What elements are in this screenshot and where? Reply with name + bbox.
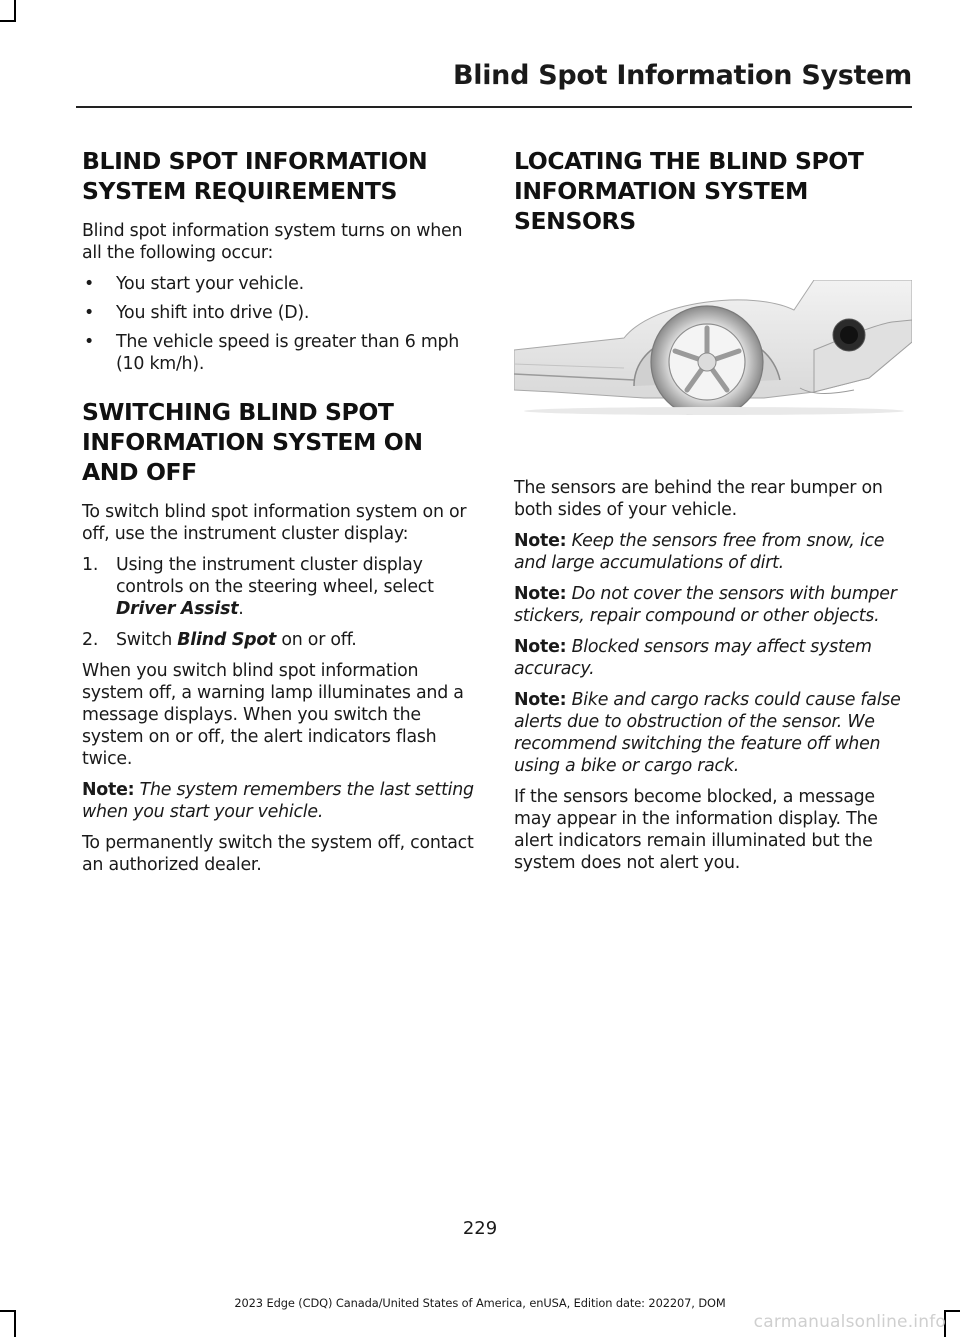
bullet-icon: •	[84, 274, 95, 294]
heading-line: INFORMATION SYSTEM ON	[82, 428, 423, 456]
note-label: Note:	[514, 690, 567, 710]
note-label: Note:	[514, 584, 567, 604]
menu-item-blind-spot: Blind Spot	[177, 630, 277, 650]
note-text: Keep the sensors free from snow, ice and large accumulations of dirt.	[514, 531, 885, 573]
list-item-text: You shift into drive (D).	[116, 303, 310, 323]
step-text: .	[238, 599, 244, 619]
step-text: Switch	[116, 630, 172, 650]
crop-mark	[14, 1310, 16, 1337]
note-paragraph	[514, 583, 912, 627]
switching-steps	[82, 554, 478, 651]
note-paragraph	[514, 530, 912, 574]
note-paragraph	[514, 689, 912, 777]
heading-line: SYSTEM REQUIREMENTS	[82, 177, 398, 205]
note-label: Note:	[514, 531, 567, 551]
heading-line: AND OFF	[82, 458, 197, 486]
list-item	[82, 629, 478, 651]
page-footer: 2023 Edge (CDQ) Canada/United States of America, enUSA, Edition date: 202207, DOM	[234, 1296, 726, 1310]
note-label: Note:	[82, 780, 135, 800]
blocked-sensors-paragraph: If the sensors become blocked, a message may appear in the information display. The alert indicators remain illuminated but the system does not alert you.	[514, 787, 878, 873]
step-text: Using the instrument cluster display controls on the steering wheel, select	[116, 555, 434, 597]
switching-intro: To switch blind spot information system on or off, use the instrument cluster display:	[82, 502, 467, 544]
requirements-intro: Blind spot information system turns on when all the following occur:	[82, 221, 463, 263]
dealer-paragraph: To permanently switch the system off, contact an authorized dealer.	[82, 833, 474, 875]
requirements-list	[82, 273, 478, 375]
rear-wheel-sensor-illustration	[514, 280, 912, 415]
header-divider	[76, 106, 912, 108]
bullet-icon: •	[84, 332, 95, 352]
list-item-text: You start your vehicle.	[116, 274, 304, 294]
section-heading-requirements	[82, 146, 478, 206]
crop-mark	[944, 1310, 960, 1312]
list-item	[82, 554, 478, 620]
bullet-icon: •	[84, 303, 95, 323]
list-item	[82, 273, 478, 295]
sensors-location-paragraph: The sensors are behind the rear bumper on both sides of your vehicle.	[514, 478, 883, 520]
watermark: carmanualsonline.info	[753, 1312, 946, 1332]
heading-line: LOCATING THE BLIND SPOT	[514, 147, 864, 175]
menu-item-driver-assist: Driver Assist	[116, 599, 239, 619]
right-column	[514, 146, 912, 883]
crop-mark	[14, 0, 16, 22]
heading-line: SENSORS	[514, 207, 636, 235]
note-label: Note:	[514, 637, 567, 657]
step-text: on or off.	[281, 630, 357, 650]
note-text: The system remembers the last setting when you start your vehicle.	[82, 780, 474, 822]
crop-mark	[0, 1310, 16, 1312]
heading-line: BLIND SPOT INFORMATION	[82, 147, 428, 175]
step-number: 1.	[82, 555, 99, 575]
page-header-title: Blind Spot Information System	[452, 60, 912, 91]
crop-mark	[0, 20, 16, 22]
page-number: 229	[462, 1218, 498, 1239]
section-heading-switching	[82, 397, 478, 487]
step-number: 2.	[82, 630, 99, 650]
list-item-text: The vehicle speed is greater than 6 mph (10 km/h).	[116, 332, 460, 374]
note-text: Blocked sensors may affect system accuracy.	[514, 637, 872, 679]
heading-line: SWITCHING BLIND SPOT	[82, 398, 394, 426]
section-heading-locating-sensors	[514, 146, 912, 236]
list-item	[82, 331, 478, 375]
note-paragraph	[514, 636, 912, 680]
note-paragraph	[82, 779, 478, 823]
heading-line: INFORMATION SYSTEM	[514, 177, 809, 205]
note-text: Bike and cargo racks could cause false alerts due to obstruction of the sensor. We recommend switching the feature off when using a bike or cargo rack.	[514, 690, 901, 776]
left-column	[82, 146, 478, 885]
warning-paragraph: When you switch blind spot information system off, a warning lamp illuminates and a message displays. When you switch the system on or off, the alert indicators flash twice.	[82, 661, 464, 769]
note-text: Do not cover the sensors with bumper stickers, repair compound or other objects.	[514, 584, 897, 626]
list-item	[82, 302, 478, 324]
